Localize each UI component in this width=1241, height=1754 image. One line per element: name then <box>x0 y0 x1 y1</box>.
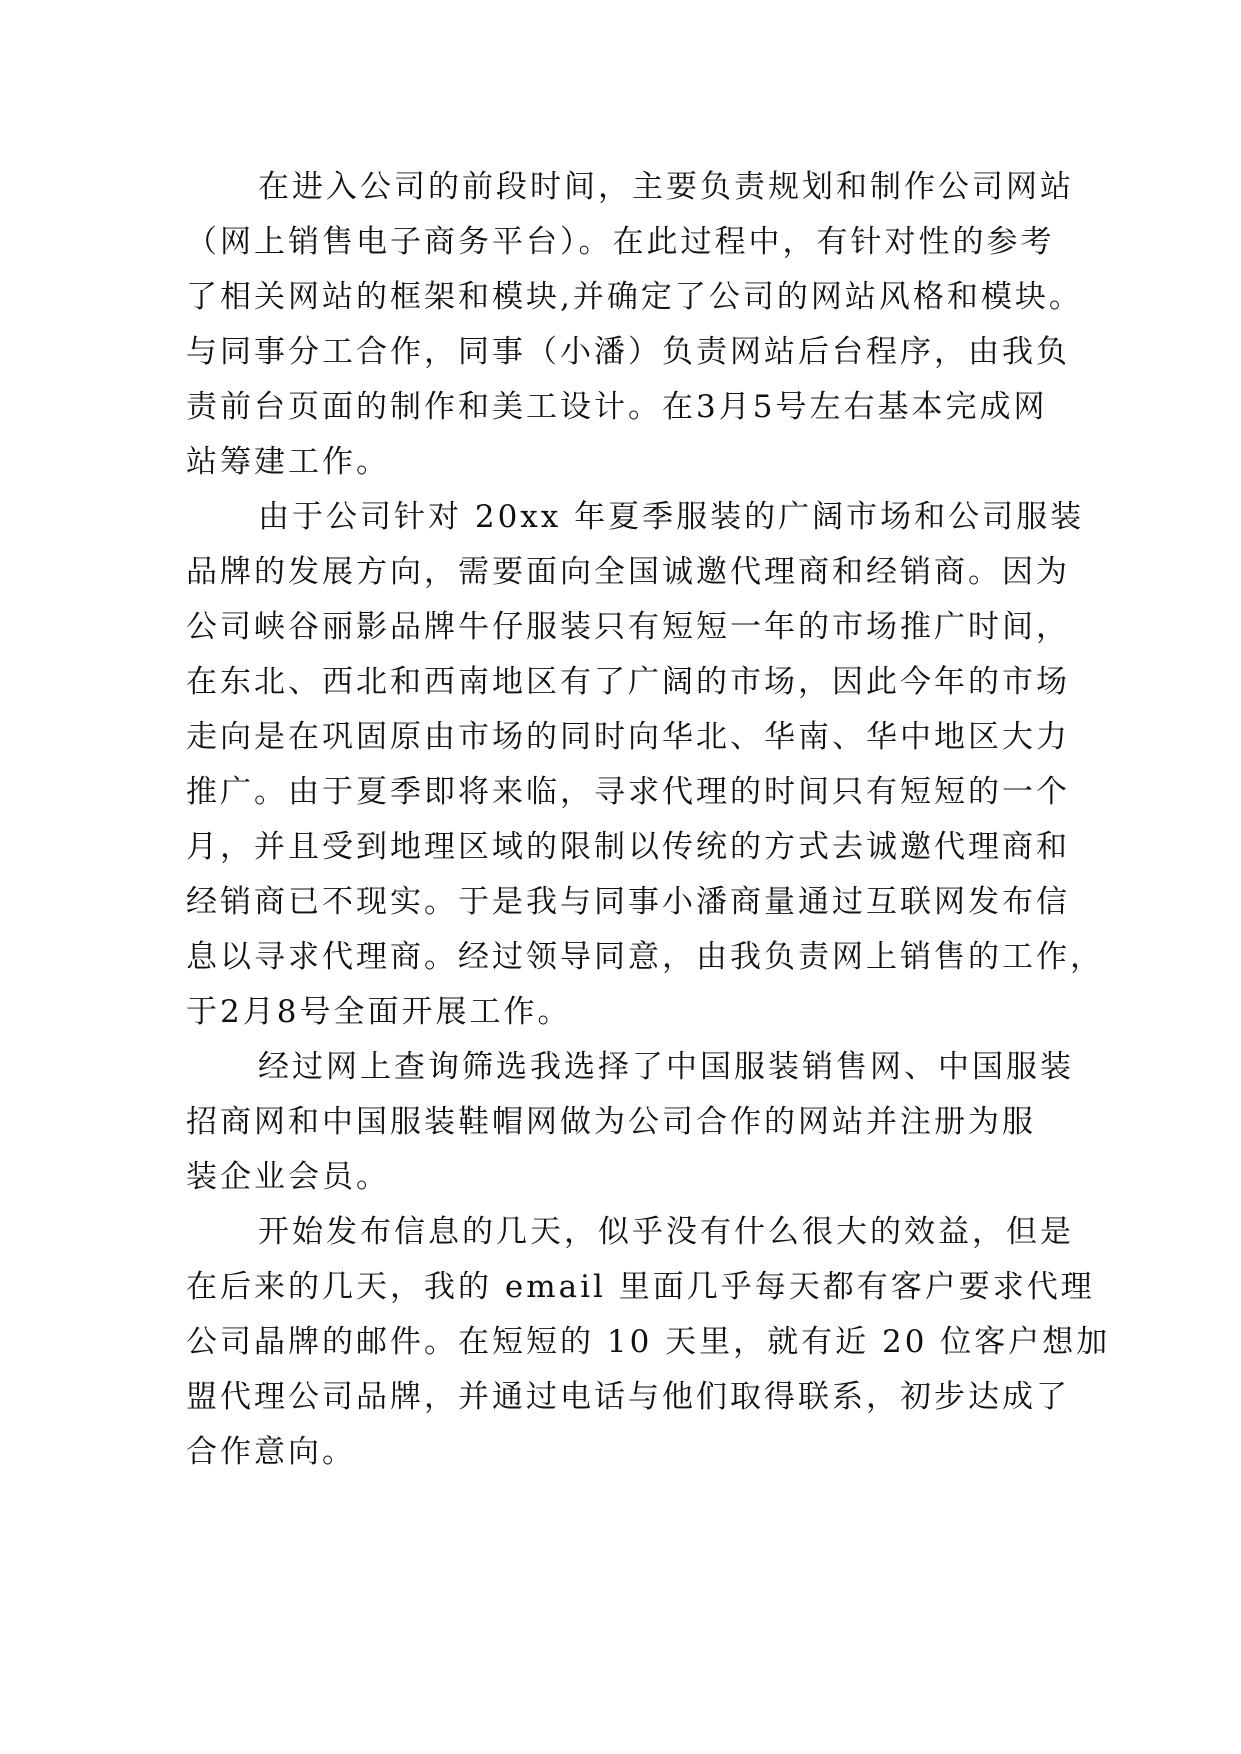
paragraph-line: 公司晶牌的邮件。在短短的 10 天里，就有近 20 位客户想加 <box>186 1324 1111 1360</box>
paragraph-line: 在进入公司的前段时间，主要负责规划和制作公司网站 <box>258 169 1074 205</box>
paragraph-results <box>186 1205 1111 1480</box>
document-body <box>186 160 1111 1480</box>
paragraph-line: 品牌的发展方向，需要面向全国诚邀代理商和经销商。因为 <box>186 554 1070 590</box>
paragraph-line: 在后来的几天，我的 email 里面几乎每天都有客户要求代理 <box>186 1269 1095 1305</box>
paragraph-line: 由于公司针对 20xx 年夏季服装的广阔市场和公司服装 <box>258 499 1085 535</box>
paragraph-line: 合作意向。 <box>186 1434 356 1470</box>
paragraph-line: 息以寻求代理商。经过领导同意，由我负责网上销售的工作， <box>186 939 1104 975</box>
paragraph-partner-sites <box>186 1040 1074 1205</box>
paragraph-website-building <box>186 160 1083 490</box>
paragraph-line: 与同事分工合作，同事（小潘）负责网站后台程序，由我负 <box>186 334 1070 370</box>
paragraph-line: （网上销售电子商务平台）。在此过程中，有针对性的参考 <box>186 224 1055 260</box>
paragraph-line: 装企业会员。 <box>186 1159 390 1195</box>
paragraph-line: 经过网上查询筛选我选择了中国服装销售网、中国服装 <box>258 1049 1074 1085</box>
paragraph-line: 站筹建工作。 <box>186 444 390 480</box>
paragraph-line: 月，并且受到地理区域的限制以传统的方式去诚邀代理商和 <box>186 829 1070 865</box>
paragraph-line: 在东北、西北和西南地区有了广阔的市场，因此今年的市场 <box>186 664 1070 700</box>
paragraph-line: 责前台页面的制作和美工设计。在3月5号左右基本完成网 <box>186 389 1048 425</box>
paragraph-line: 经销商已不现实。于是我与同事小潘商量通过互联网发布信 <box>186 884 1070 920</box>
paragraph-line: 推广。由于夏季即将来临，寻求代理的时间只有短短的一个 <box>186 774 1070 810</box>
paragraph-line: 于2月8号全面开展工作。 <box>186 994 572 1030</box>
paragraph-line: 开始发布信息的几天，似乎没有什么很大的效益，但是 <box>258 1214 1074 1250</box>
paragraph-line: 盟代理公司品牌，并通过电话与他们取得联系，初步达成了 <box>186 1379 1070 1415</box>
paragraph-market-background <box>186 490 1104 1040</box>
paragraph-line: 公司峡谷丽影品牌牛仔服装只有短短一年的市场推广时间， <box>186 609 1070 645</box>
paragraph-line: 招商网和中国服装鞋帽网做为公司合作的网站并注册为服 <box>186 1104 1036 1140</box>
paragraph-line: 走向是在巩固原由市场的同时向华北、华南、华中地区大力 <box>186 719 1070 755</box>
paragraph-line: 了相关网站的框架和模块,并确定了公司的网站风格和模块。 <box>186 279 1083 315</box>
